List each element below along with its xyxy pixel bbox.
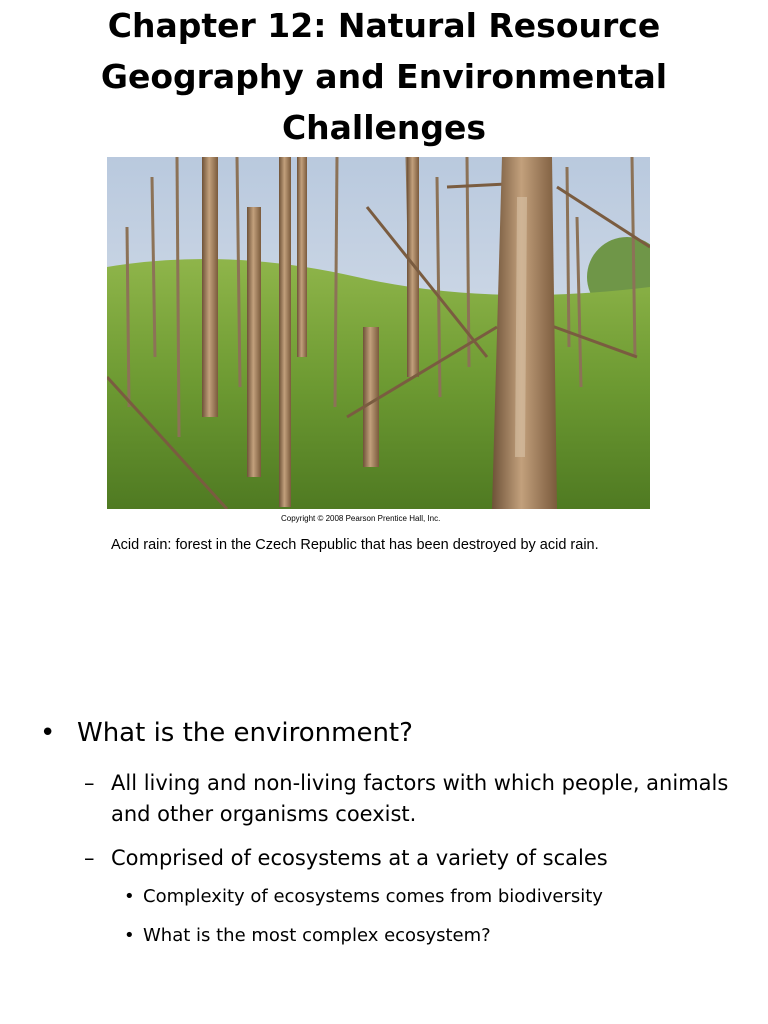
subsub-bullet-1-text: Complexity of ecosystems comes from biodiversity [143,886,603,907]
dash-marker: – [84,846,95,870]
sub-bullet-1-text: All living and non-living factors with which people, animals and other organisms coexist. [111,771,729,826]
subsub-bullet-2-text: What is the most complex ecosystem? [143,925,491,946]
bullet-main-text: What is the environment? [77,718,413,748]
title-line-2: Geography and Environmental [100,57,668,96]
title-line-1: Chapter 12: Natural Resource [107,6,661,45]
dash-marker: – [84,771,95,795]
bullet-marker: • [40,718,56,748]
bullet-marker: • [124,925,135,946]
title-line-3: Challenges [281,108,487,147]
sub-bullet-2-text: Comprised of ecosystems at a variety of scales [111,846,608,870]
image-caption: Acid rain: forest in the Czech Republic that has been destroyed by acid rain. [111,537,599,553]
image-copyright: Copyright © 2008 Pearson Prentice Hall, Inc. [281,514,441,523]
bullet-marker: • [124,886,135,907]
